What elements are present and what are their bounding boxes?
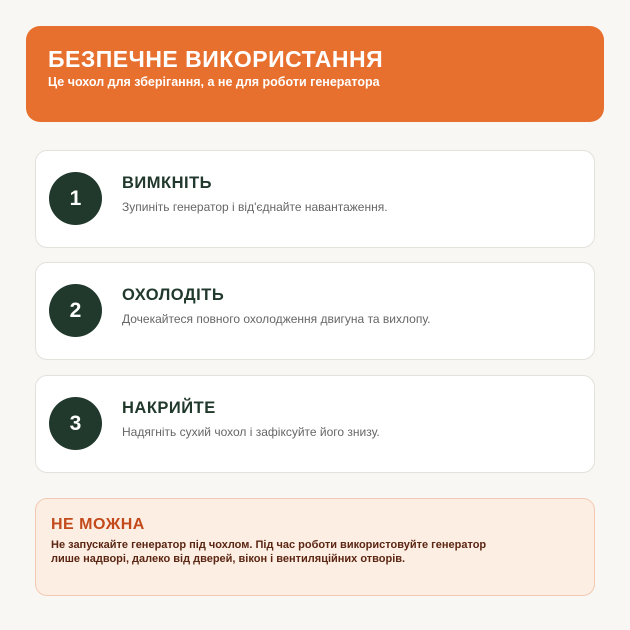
step-title: НАКРИЙТЕ [122,399,216,417]
page-title: БЕЗПЕЧНЕ ВИКОРИСТАННЯ [48,46,384,72]
step-card-3 [35,375,595,473]
header-banner [26,26,604,122]
step-card-2 [35,262,595,360]
step-card-1 [35,150,595,248]
step-title: ОХОЛОДІТЬ [122,286,225,304]
step-number-badge: 1 [49,172,102,225]
step-description: Дочекайтеся повного охолодження двигуна та вихлопу. [122,312,431,326]
step-description: Зупиніть генератор і від'єднайте навантаження. [122,200,388,214]
step-description: Надягніть сухий чохол і зафіксуйте його знизу. [122,425,380,439]
step-number-badge: 3 [49,397,102,450]
step-title: ВИМКНІТЬ [122,174,213,192]
warning-box [35,498,595,596]
warning-title: НЕ МОЖНА [51,516,145,533]
page-subtitle: Це чохол для зберігання, а не для роботи генератора [48,75,380,89]
warning-text: Не запускайте генератор під чохлом. Під час роботи використовуйте генератор лише надворі, далеко від дверей, вікон і вентиляційних отворів. [51,539,487,565]
step-number-badge: 2 [49,284,102,337]
